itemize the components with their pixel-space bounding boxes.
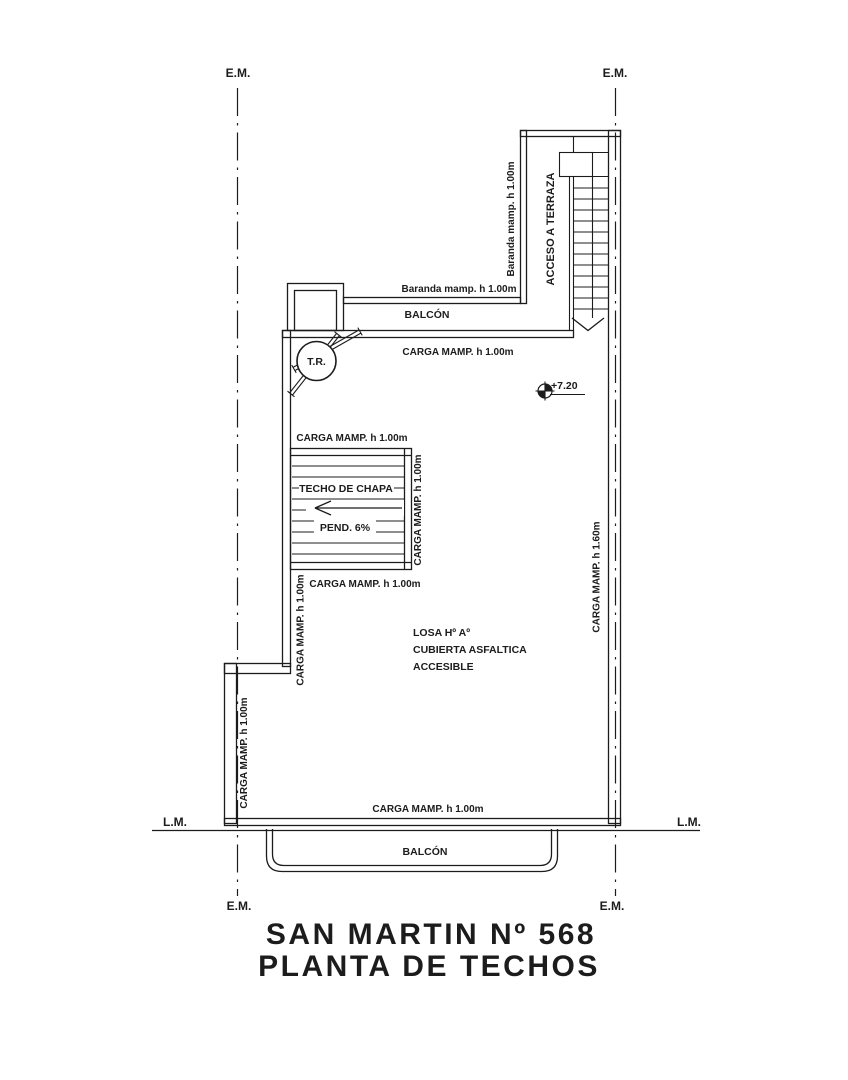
- baranda-vertical-label: Baranda mamp. h 1.00m: [506, 161, 517, 277]
- losa-line1: LOSA Hº Aº: [413, 627, 471, 639]
- carga-bottom-label: CARGA MAMP. h 1.00m: [372, 804, 484, 815]
- tank-room-inner: [295, 291, 337, 331]
- carga-above-shed-label: CARGA MAMP. h 1.00m: [296, 433, 408, 444]
- acceso-terraza-label: ACCESO A TERRAZA: [545, 172, 557, 286]
- stair-down-arrow: [572, 318, 604, 331]
- em-label-bottom-right: E.M.: [599, 899, 625, 913]
- carga-left-upper-label: CARGA MAMP. h 1.00m: [295, 574, 307, 686]
- wall-stair-left: [521, 131, 527, 304]
- level-value: +7.20: [551, 380, 578, 392]
- wall-bottom: [225, 819, 621, 826]
- carga-shed-right-label: CARGA MAMP. h 1.00m: [413, 454, 424, 566]
- wall-stair-top: [521, 131, 621, 137]
- losa-line2: CUBIERTA ASFALTICA: [413, 644, 527, 656]
- stairs: [560, 137, 609, 332]
- carga-top-label: CARGA MAMP. h 1.00m: [402, 347, 514, 358]
- tank-label: T.R.: [307, 356, 326, 368]
- balcon-top-label: BALCÓN: [404, 309, 450, 321]
- plan-title-address: SAN MARTIN Nº 568: [265, 918, 597, 951]
- wall-terrace-top: [283, 331, 574, 338]
- em-label-bottom-left: E.M.: [226, 899, 252, 913]
- title-block: [258, 918, 600, 983]
- shed-label: TECHO DE CHAPA: [299, 483, 393, 495]
- level-marker: [536, 380, 586, 401]
- wall-right: [609, 131, 621, 824]
- stair-treads: [574, 188, 609, 309]
- losa-line3: ACCESIBLE: [413, 661, 474, 673]
- carga-below-shed-label: CARGA MAMP. h 1.00m: [309, 579, 421, 590]
- stair-landing: [560, 153, 593, 177]
- wall-jog: [225, 664, 291, 674]
- em-label-top-right: E.M.: [602, 66, 628, 80]
- shed-roof: [291, 449, 412, 570]
- lm-label-right: L.M.: [677, 815, 701, 829]
- carga-right-label: CARGA MAMP. h 1.60m: [591, 521, 603, 633]
- wall-baranda: [344, 298, 521, 304]
- plan-title-name: PLANTA DE TECHOS: [258, 950, 600, 983]
- em-label-top-left: E.M.: [225, 66, 251, 80]
- wall-left-lower: [225, 664, 237, 824]
- wall-left-upper: [283, 331, 291, 667]
- balcon-bottom-label: BALCÓN: [402, 846, 448, 858]
- reference-lines: [152, 88, 700, 896]
- baranda-horizontal-label: Baranda mamp. h 1.00m: [401, 284, 517, 295]
- lm-label-left: L.M.: [163, 815, 187, 829]
- slope-label: PEND. 6%: [319, 522, 371, 534]
- carga-left-lower-label: CARGA MAMP. h 1.00m: [239, 697, 250, 809]
